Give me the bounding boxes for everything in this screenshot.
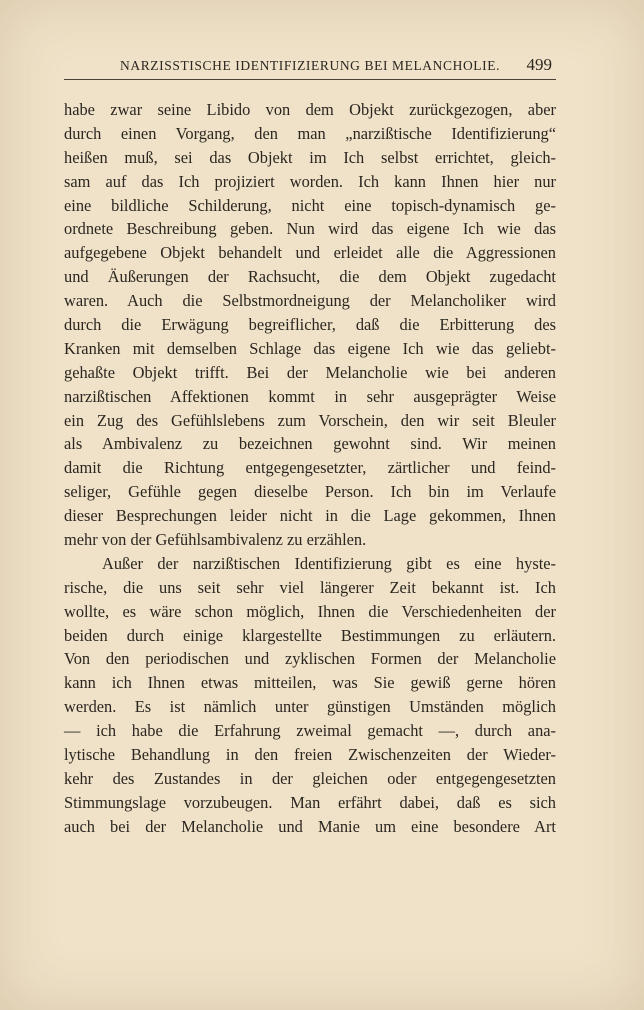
text-line: beiden durch einige klargestellte Bestimmungen zu erläutern. xyxy=(64,625,556,645)
text-line: ordnete Beschreibung geben. Nun wird das eigene Ich wie das xyxy=(64,219,556,239)
running-title: NARZISSTISCHE IDENTIFIZIERUNG BEI MELANCHOLIE. xyxy=(120,58,501,73)
text-line: ein Zug des Gefühlslebens zum Vorschein, den wir seit Bleuler xyxy=(64,410,556,430)
text-line: damit die Richtung entgegengesetzter, zärtlicher und feind- xyxy=(64,458,556,478)
text-line: Stimmungslage vorzubeugen. Man erfährt dabei, daß es sich xyxy=(64,792,556,812)
text-line: waren. Auch die Selbstmordneigung der Melancholiker wird xyxy=(64,291,556,311)
text-line: dieser Besprechungen leider nicht in die Lage gekommen, Ihnen xyxy=(64,506,556,526)
paragraph xyxy=(64,98,556,552)
text-line: auch bei der Melancholie und Manie um eine besondere Art xyxy=(64,816,556,836)
text-line: kehr des Zustandes in der gleichen oder entgegengesetzten xyxy=(64,768,556,788)
text-line: habe zwar seine Libido von dem Objekt zurückgezogen, aber xyxy=(64,100,556,119)
text-line: rische, die uns seit sehr viel längerer Zeit bekannt ist. Ich xyxy=(64,577,556,597)
running-head xyxy=(64,55,556,80)
text-line: sam auf das Ich projiziert worden. Ich kann Ihnen hier nur xyxy=(64,171,556,191)
text-line: — ich habe die Erfahrung zweimal gemacht —, durch ana- xyxy=(64,721,556,741)
paragraph xyxy=(64,552,556,839)
text-line: seliger, Gefühle gegen dieselbe Person. Ich bin im Verlaufe xyxy=(64,482,556,502)
text-line: eine bildliche Schilderung, nicht eine topisch-dynamisch ge- xyxy=(64,195,556,215)
text-line: narzißtischen Affektionen kommt in sehr ausgeprägter Weise xyxy=(64,386,556,406)
text-line: Kranken mit demselben Schlage das eigene Ich wie das geliebt- xyxy=(64,338,556,358)
text-line: durch die Erwägung begreiflicher, daß die Erbitterung des xyxy=(64,315,556,335)
text-line: Von den periodischen und zyklischen Formen der Melancholie xyxy=(64,649,556,669)
text-line: gehaßte Objekt trifft. Bei der Melancholie wie bei anderen xyxy=(64,362,556,382)
text-line: aufgegebene Objekt behandelt und erleidet alle die Aggressionen xyxy=(64,243,556,263)
text-line: als Ambivalenz zu bezeichnen gewohnt sind. Wir meinen xyxy=(64,434,556,454)
text-line: wollte, es wäre schon möglich, Ihnen die Verschiedenheiten der xyxy=(64,601,556,621)
text-line: Außer der narzißtischen Identifizierung gibt es eine hyste- xyxy=(102,553,556,573)
body-text xyxy=(64,98,556,839)
text-line: werden. Es ist nämlich unter günstigen Umständen möglich xyxy=(64,697,556,717)
text-line: durch einen Vorgang, den man „narzißtische Identifizierung“ xyxy=(64,123,556,143)
text-line: lytische Behandlung in den freien Zwischenzeiten der Wieder- xyxy=(64,745,556,765)
text-line: kann ich Ihnen etwas mitteilen, was Sie gewiß gerne hören xyxy=(64,673,556,693)
page-number: 499 xyxy=(526,55,552,74)
text-line: heißen muß, sei das Objekt im Ich selbst errichtet, gleich- xyxy=(64,147,556,167)
text-line: und Äußerungen der Rachsucht, die dem Objekt zugedacht xyxy=(64,267,556,287)
text-line: mehr von der Gefühlsambivalenz zu erzählen. xyxy=(64,530,367,550)
